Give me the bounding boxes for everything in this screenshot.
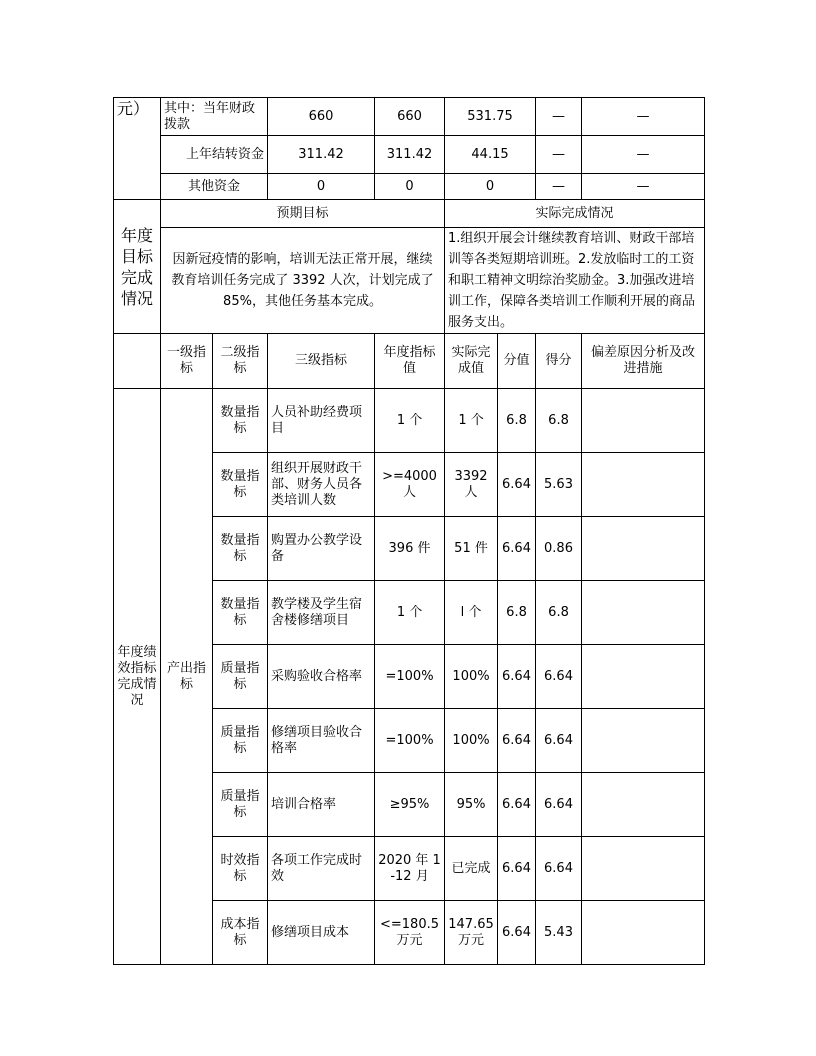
analysis-cell	[582, 581, 705, 645]
actual-cell: l 个	[445, 581, 498, 645]
goals-header-row	[114, 200, 705, 228]
funds-value: 660	[268, 98, 375, 136]
level3-cell: 各项工作完成时效	[268, 837, 375, 901]
score-cell: 6.8	[536, 581, 582, 645]
level2-cell: 数量指标	[213, 581, 268, 645]
target-cell: 1 个	[375, 581, 445, 645]
score-cell: 6.64	[536, 709, 582, 773]
header-score: 得分	[536, 334, 582, 389]
funds-dash: —	[536, 136, 582, 174]
header-level1: 一级指标	[161, 334, 213, 389]
header-level3: 三级指标	[268, 334, 375, 389]
funds-dash: —	[536, 98, 582, 136]
level1-label: 产出指标	[161, 389, 213, 965]
score-cell: 6.64	[536, 645, 582, 709]
actual-text: 1.组织开展会计继续教育培训、财政干部培训等各类短期培训班。2.发放临时工的工资和职工精神文明综治奖励金。3.加强改进培训工作，保障各类培训工作顺利开展的商品服务支出。	[445, 228, 705, 334]
weight-cell: 6.64	[498, 773, 536, 837]
funds-dash: —	[582, 174, 705, 200]
analysis-cell	[582, 517, 705, 581]
analysis-cell	[582, 453, 705, 517]
weight-cell: 6.64	[498, 901, 536, 965]
funds-value: 44.15	[445, 136, 536, 174]
level3-cell: 修缮项目验收合格率	[268, 709, 375, 773]
header-level2: 二级指标	[213, 334, 268, 389]
target-cell: 1 个	[375, 389, 445, 453]
target-cell: =100%	[375, 645, 445, 709]
indicators-section-label: 年度绩效指标完成情况	[114, 389, 161, 965]
level2-cell: 数量指标	[213, 389, 268, 453]
level2-cell: 数量指标	[213, 517, 268, 581]
expected-header: 预期目标	[161, 200, 445, 228]
funds-item-label: 其他资金	[161, 174, 268, 200]
level2-cell: 质量指标	[213, 709, 268, 773]
actual-cell: 51 件	[445, 517, 498, 581]
level3-cell: 人员补助经费项目	[268, 389, 375, 453]
target-cell: 396 件	[375, 517, 445, 581]
funds-item-label: 上年结转资金	[161, 136, 268, 174]
analysis-cell	[582, 837, 705, 901]
level3-cell: 组织开展财政干部、财务人员各类培训人数	[268, 453, 375, 517]
header-actual: 实际完成值	[445, 334, 498, 389]
actual-cell: 147.65万元	[445, 901, 498, 965]
score-cell: 6.64	[536, 837, 582, 901]
funds-label-tail: 元）	[114, 98, 161, 200]
target-cell: 2020 年 1-12 月	[375, 837, 445, 901]
score-cell: 5.43	[536, 901, 582, 965]
actual-cell: 已完成	[445, 837, 498, 901]
actual-cell: 100%	[445, 645, 498, 709]
funds-value: 0	[445, 174, 536, 200]
indicator-row	[114, 389, 705, 453]
weight-cell: 6.64	[498, 709, 536, 773]
indicator-header-row	[114, 334, 705, 389]
target-cell: =100%	[375, 709, 445, 773]
funds-row	[114, 98, 705, 136]
level3-cell: 采购验收合格率	[268, 645, 375, 709]
actual-cell: 1 个	[445, 389, 498, 453]
header-weight: 分值	[498, 334, 536, 389]
level3-cell: 培训合格率	[268, 773, 375, 837]
weight-cell: 6.8	[498, 389, 536, 453]
header-analysis: 偏差原因分析及改进措施	[582, 334, 705, 389]
level2-cell: 数量指标	[213, 453, 268, 517]
funds-value: 0	[268, 174, 375, 200]
empty-header-cell	[114, 334, 161, 389]
funds-row	[114, 174, 705, 200]
analysis-cell	[582, 773, 705, 837]
funds-dash: —	[536, 174, 582, 200]
goals-content-row	[114, 228, 705, 334]
funds-dash: —	[582, 98, 705, 136]
level2-cell: 时效指标	[213, 837, 268, 901]
target-cell: <=180.5万元	[375, 901, 445, 965]
score-cell: 6.64	[536, 773, 582, 837]
level3-cell: 修缮项目成本	[268, 901, 375, 965]
actual-cell: 95%	[445, 773, 498, 837]
weight-cell: 6.8	[498, 581, 536, 645]
weight-cell: 6.64	[498, 453, 536, 517]
funds-item-label: 其中：当年财政拨款	[161, 98, 268, 136]
analysis-cell	[582, 709, 705, 773]
goals-section-label: 年度目标完成情况	[114, 200, 161, 334]
actual-header: 实际完成情况	[445, 200, 705, 228]
target-cell: >=4000人	[375, 453, 445, 517]
funds-value: 311.42	[268, 136, 375, 174]
funds-value: 0	[375, 174, 445, 200]
funds-value: 311.42	[375, 136, 445, 174]
weight-cell: 6.64	[498, 517, 536, 581]
score-cell: 5.63	[536, 453, 582, 517]
analysis-cell	[582, 645, 705, 709]
header-target: 年度指标值	[375, 334, 445, 389]
level2-cell: 成本指标	[213, 901, 268, 965]
weight-cell: 6.64	[498, 645, 536, 709]
funds-row	[114, 136, 705, 174]
level2-cell: 质量指标	[213, 773, 268, 837]
actual-cell: 100%	[445, 709, 498, 773]
weight-cell: 6.64	[498, 837, 536, 901]
expected-text: 因新冠疫情的影响，培训无法正常开展，继续教育培训任务完成了 3392 人次，计划完成了 85%，其他任务基本完成。	[161, 228, 445, 334]
performance-table	[113, 97, 705, 965]
score-cell: 6.8	[536, 389, 582, 453]
funds-value: 660	[375, 98, 445, 136]
level2-cell: 质量指标	[213, 645, 268, 709]
funds-value: 531.75	[445, 98, 536, 136]
actual-cell: 3392人	[445, 453, 498, 517]
target-cell: ≥95%	[375, 773, 445, 837]
analysis-cell	[582, 901, 705, 965]
analysis-cell	[582, 389, 705, 453]
level3-cell: 教学楼及学生宿舍楼修缮项目	[268, 581, 375, 645]
level3-cell: 购置办公教学设备	[268, 517, 375, 581]
funds-dash: —	[582, 136, 705, 174]
score-cell: 0.86	[536, 517, 582, 581]
